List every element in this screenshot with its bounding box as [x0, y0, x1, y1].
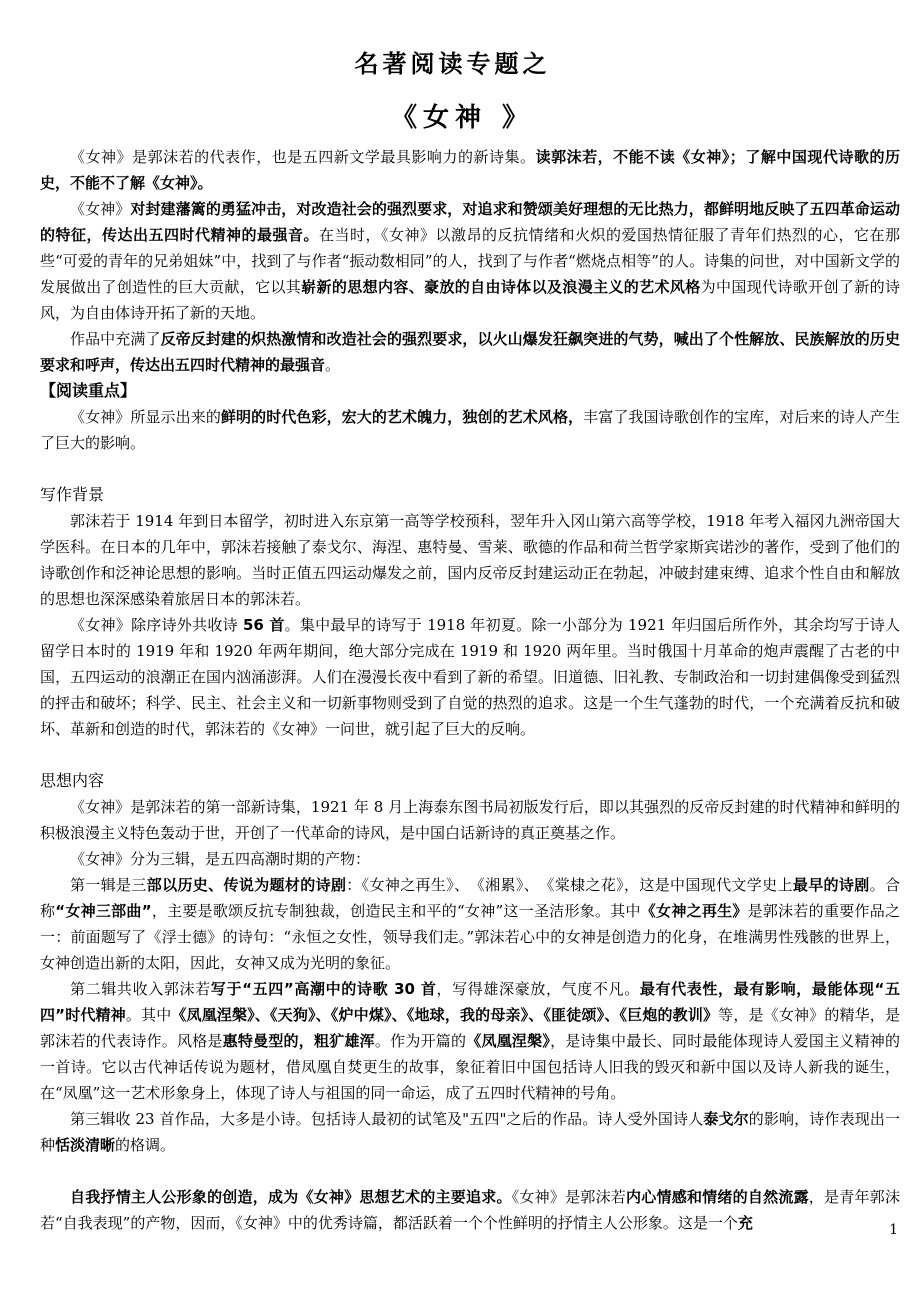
text-run: 《女神》所显示出来的 — [70, 408, 221, 426]
text-run: 《女神》除序诗外共收诗 — [70, 616, 243, 634]
emphasized-text: 泰戈尔 — [703, 1110, 749, 1128]
text-run: ，主要是歌颂反抗专制独裁，创造民主和平的“女神”这一圣洁形象。其中 — [151, 902, 641, 920]
text-run: 郭沫若于 1914 年到日本留学，初时进入东京第一高等学校预科，翌年升入冈山第六高等学校，1918 年考入福冈九洲帝国大学医科。在日本的几年中，郭沫若接触了泰戈尔、海涅、惠特曼、雪莱、歌德的作品和荷兰哲学家斯宾诺沙的著作，受到了他们的诗歌创作和泛神论思想的影响。当时正值五四运动爆发之前，国内反帝反封建运动正在勃起，冲破封建束缚、追求个性自由和解放的思想也深深感染着旅居日本的郭沫若。 — [40, 512, 900, 608]
document-subtitle: 《女神 》 — [390, 103, 535, 133]
text-run: 《女神》是郭沫若 — [511, 1188, 627, 1206]
paragraph — [40, 976, 900, 1106]
text-run: 。合称 — [40, 876, 900, 920]
section-heading-background: 写作背景 — [40, 485, 105, 504]
text-run: 第一辑是三 — [70, 876, 147, 894]
spacer — [40, 456, 900, 482]
text-run: 《女神》分为三辑，是五四高潮时期的产物： — [70, 850, 371, 868]
text-run: 等，是《女神》的精华，是郭沫若的代表诗作。风格是 — [40, 1006, 900, 1050]
text-run: 为中国现代诗歌开创了新的诗风，为自由体诗开拓了新的天地。 — [40, 278, 900, 322]
emphasized-text: 恬淡清晰 — [55, 1136, 116, 1154]
text-run: 。其中 — [125, 1006, 172, 1024]
emphasized-text: 对封建藩篱的勇猛冲击，对改造社会的强烈要求，对追求和赞颂美好理想的无比热力，都鲜明地反映了五四革命运动的特征，传达出五四时代精神的最强音。 — [40, 200, 900, 244]
text-run: 的影响，诗作表现出一种 — [40, 1110, 900, 1154]
text-run: 的格调。 — [115, 1136, 176, 1154]
emphasized-text: 自我抒情主人公形象的创造，成为《女神》思想艺术的主要追求。 — [70, 1188, 512, 1206]
text-run: 。集中最早的诗写于 1918 年初夏。除一小部分为 1921 年归国后所作外，其余均写于诗人留学日本时的 1919 年和 1920 年两年期间，绝大部分完成在 1919 和 1920 两年里。当时俄国十月革命的炮声震醒了古老的中国，五四运动的浪潮正在国内汹涌澎湃。人们在漫漫长夜中看到了新的希望。旧道德、旧礼教、专制政治和一切封建偶像受到猛烈的抨击和破坏；科学、民主、社会主义和一切新事物则受到了自觉的热烈的追求。这是一个生气蓬勃的时代，一个充满着反抗和破坏、革新和创造的时代，郭沫若的《女神》一问世，就引起了巨大的反响。 — [40, 616, 900, 738]
emphasized-text: 崭新的思想内容、豪放的自由诗体以及浪漫主义的艺术风格 — [301, 278, 701, 296]
text-run: ，写得雄深豪放，气度不凡。 — [436, 980, 640, 998]
text-run: 第三辑收 23 首作品，大多是小诗。包括诗人最初的试笔及"五四"之后的作品。诗人受外国诗人 — [70, 1110, 704, 1128]
emphasized-text: 反帝反封建的炽热激情和改造社会的强烈要求，以火山爆发狂飙突进的气势，喊出了个性解放、民族解放的历史要求和呼声，传达出五四时代精神的最强音 — [40, 330, 900, 374]
paragraph — [40, 794, 900, 846]
paragraph — [40, 196, 900, 326]
paragraph — [40, 1184, 900, 1236]
document-title: 名著阅读专题之 — [354, 50, 551, 78]
paragraph — [40, 144, 900, 196]
text-run: 《女神》 — [70, 200, 131, 218]
paragraph — [40, 612, 900, 742]
emphasized-text: 写于“五四”高潮中的诗歌 30 首 — [210, 980, 437, 998]
emphasized-text: 鲜明的时代色彩，宏大的艺术魄力，独创的艺术风格， — [220, 408, 584, 426]
spacer — [40, 742, 900, 768]
emphasized-text: 部以历史、传说为题材的诗剧 — [146, 876, 347, 894]
text-run: 作品中充满了 — [70, 330, 161, 348]
emphasized-text: 《女神之再生》 — [640, 902, 748, 920]
emphasized-text: 56 首 — [243, 616, 285, 634]
text-run: 丰富了我国诗歌创作的宝库，对后来的诗人产生了巨大的影响。 — [40, 408, 900, 452]
text-run: ：《女神之再生》、 《湘累》、 《棠棣之花》，这是中国现代文学史上 — [346, 876, 793, 894]
text-run: 《女神》是郭沫若的第一部新诗集，1921 年 8 月上海泰东图书局初版发行后，即以其强烈的反帝反封建的时代精神和鲜明的积极浪漫主义特色轰动于世，开创了一代革命的诗风，是中国白话新诗的真正奠基之作。 — [40, 798, 900, 842]
emphasized-text: “女神三部曲” — [55, 902, 152, 920]
paragraph — [40, 846, 900, 872]
text-run: ，是诗集中最长、同时最能体现诗人爱国主义精神的一首诗。它以古代神话传说为题材，借凤凰自焚更生的故事，象征着旧中国包括诗人旧我的毁灭和新中国以及诗人新我的诞生，在“凤凰”这一艺术形象身上，体现了诗人与祖国的同一命运，成了五四时代精神的号角。 — [40, 1032, 900, 1102]
spacer — [40, 1158, 900, 1184]
emphasized-text: 最早的诗剧 — [792, 876, 870, 894]
text-run: 第二辑共收入郭沫若 — [70, 980, 211, 998]
document-body — [40, 144, 900, 1236]
text-run: 在当时，《女神》以激昂的反抗情绪和火炽的爱国热情征服了青年们热烈的心，它在那些“可爱的青年的兄弟姐妹”中，找到了与作者“振动数相同”的人，找到了与作者“燃烧点相等”的人。诗集的问世，对中国新文学的发展做出了创造性的巨大贡献，它以其 — [40, 226, 900, 296]
emphasized-text: 充 — [737, 1214, 753, 1232]
emphasized-text: 内心情感和情绪的自然流露 — [626, 1188, 809, 1206]
paragraph — [40, 404, 900, 456]
emphasized-text: 《凤凰涅槃》 — [466, 1032, 551, 1050]
emphasized-text: 惠特曼型的，粗犷雄浑 — [222, 1032, 375, 1050]
emphasized-text: 《凤凰涅槃》、《天狗》、《炉中煤》、《地球，我的母亲》、《匪徒颂》、《巨炮的教训》 — [171, 1006, 719, 1024]
section-heading-content: 思想内容 — [40, 771, 105, 790]
paragraph — [40, 1106, 900, 1158]
paragraph — [40, 326, 900, 378]
section-heading-reading-focus: 【阅读重点】 — [40, 381, 137, 400]
paragraph — [40, 508, 900, 612]
paragraph — [40, 872, 900, 976]
page-number: 1 — [889, 1222, 898, 1238]
text-run: 是郭沫若的重要作品之一：前面题写了《浮士德》的诗句：“永恒之女性，领导我们走。”郭沫若心中的女神是创造力的化身，在堆满男性残骸的世界上，女神创造出新的太阳，因此，女神又成为光明的象征。 — [40, 902, 900, 972]
emphasized-text: 最有代表性，最有影响，最能体现“五四”时代精神 — [40, 980, 900, 1024]
text-run: ，是青年郭沫若“自我表现”的产物，因而，《女神》中的优秀诗篇，都活跃着一个个性鲜明的抒情主人公形象。这是一个 — [40, 1188, 900, 1232]
emphasized-text: 读郭沫若，不能不读《女神》；了解中国现代诗歌的历史，不能不了解《女神》。 — [40, 148, 900, 192]
text-run: 《女神》是郭沫若的代表作，也是五四新文学最具影响力的新诗集。 — [70, 148, 536, 166]
text-run: 。 — [325, 356, 341, 374]
text-run: 。作为开篇的 — [374, 1032, 467, 1050]
